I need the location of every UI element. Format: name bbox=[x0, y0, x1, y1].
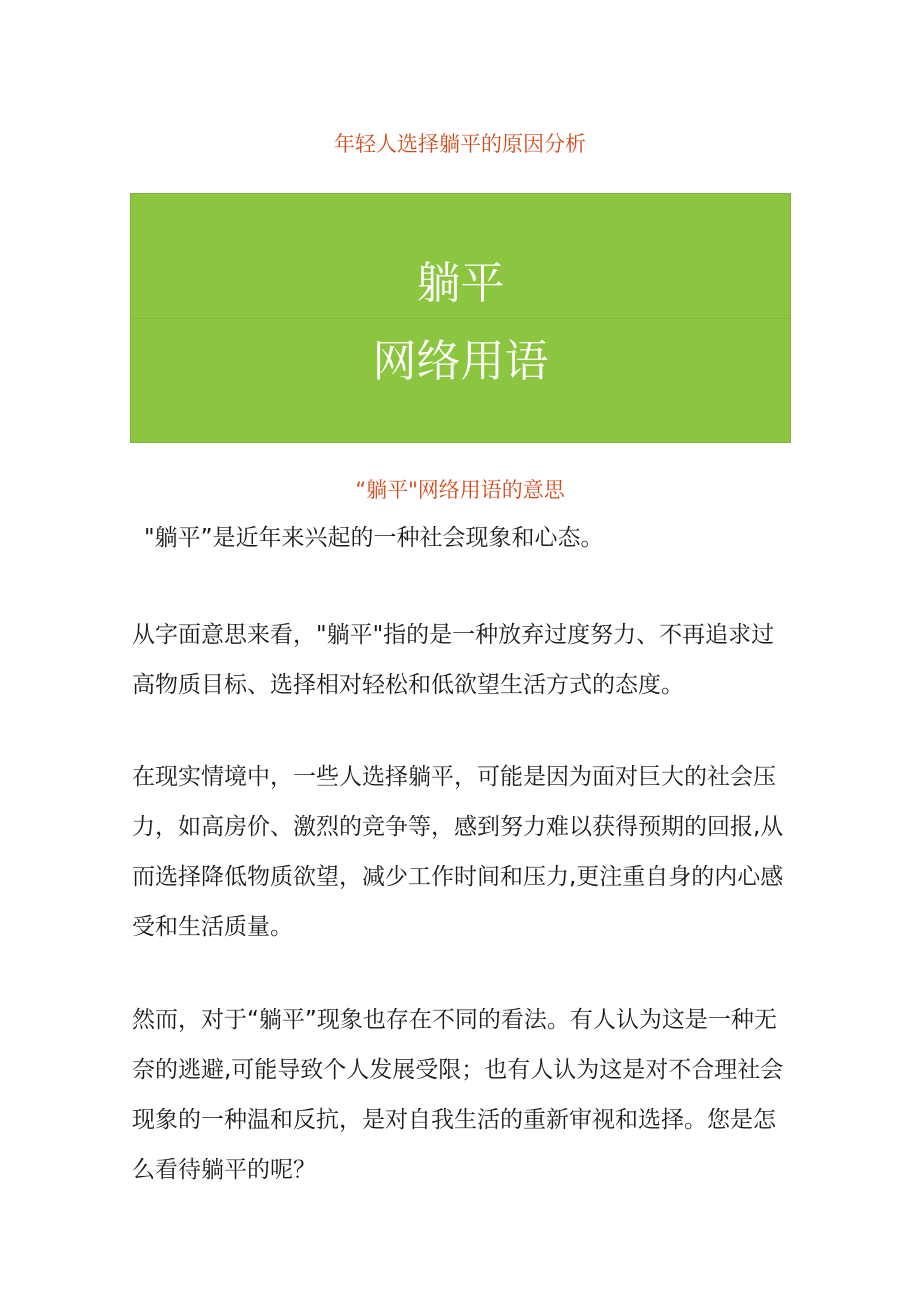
document-title: 年轻人选择躺平的原因分析 bbox=[334, 132, 586, 156]
banner-line-1: 躺平 bbox=[416, 258, 505, 309]
section-heading: “躺平"网络用语的意思 bbox=[355, 478, 565, 502]
body-paragraph-2: 在现实情境中，一些人选择躺平，可能是因为面对巨大的社会压力，如高房价、激烈的竞争等，感到努力难以获得预期的回报,从而选择降低物质欲望，减少工作时间和压力,更注重自身的内心感受和生活质量。 bbox=[132, 764, 784, 940]
banner-line-2: 网络用语 bbox=[372, 336, 549, 387]
body-paragraph-1: 从字面意思来看，"躺平"指的是一种放弃过度努力、不再追求过高物质目标、选择相对轻松和低欲望生活方式的态度。 bbox=[132, 622, 775, 698]
banner-image bbox=[130, 193, 791, 443]
banner-divider bbox=[131, 318, 790, 319]
intro-paragraph: "躺平”是近年来兴起的一种社会现象和心态。 bbox=[144, 525, 604, 551]
body-paragraph-3: 然而，对于“躺平”现象也存在不同的看法。有人认为这是一种无奈的逃避,可能导致个人发展受限；也有人认为这是对不合理社会现象的一种温和反抗，是对自我生活的重新审视和选择。您是怎么看待躺平的呢？ bbox=[132, 1007, 784, 1183]
